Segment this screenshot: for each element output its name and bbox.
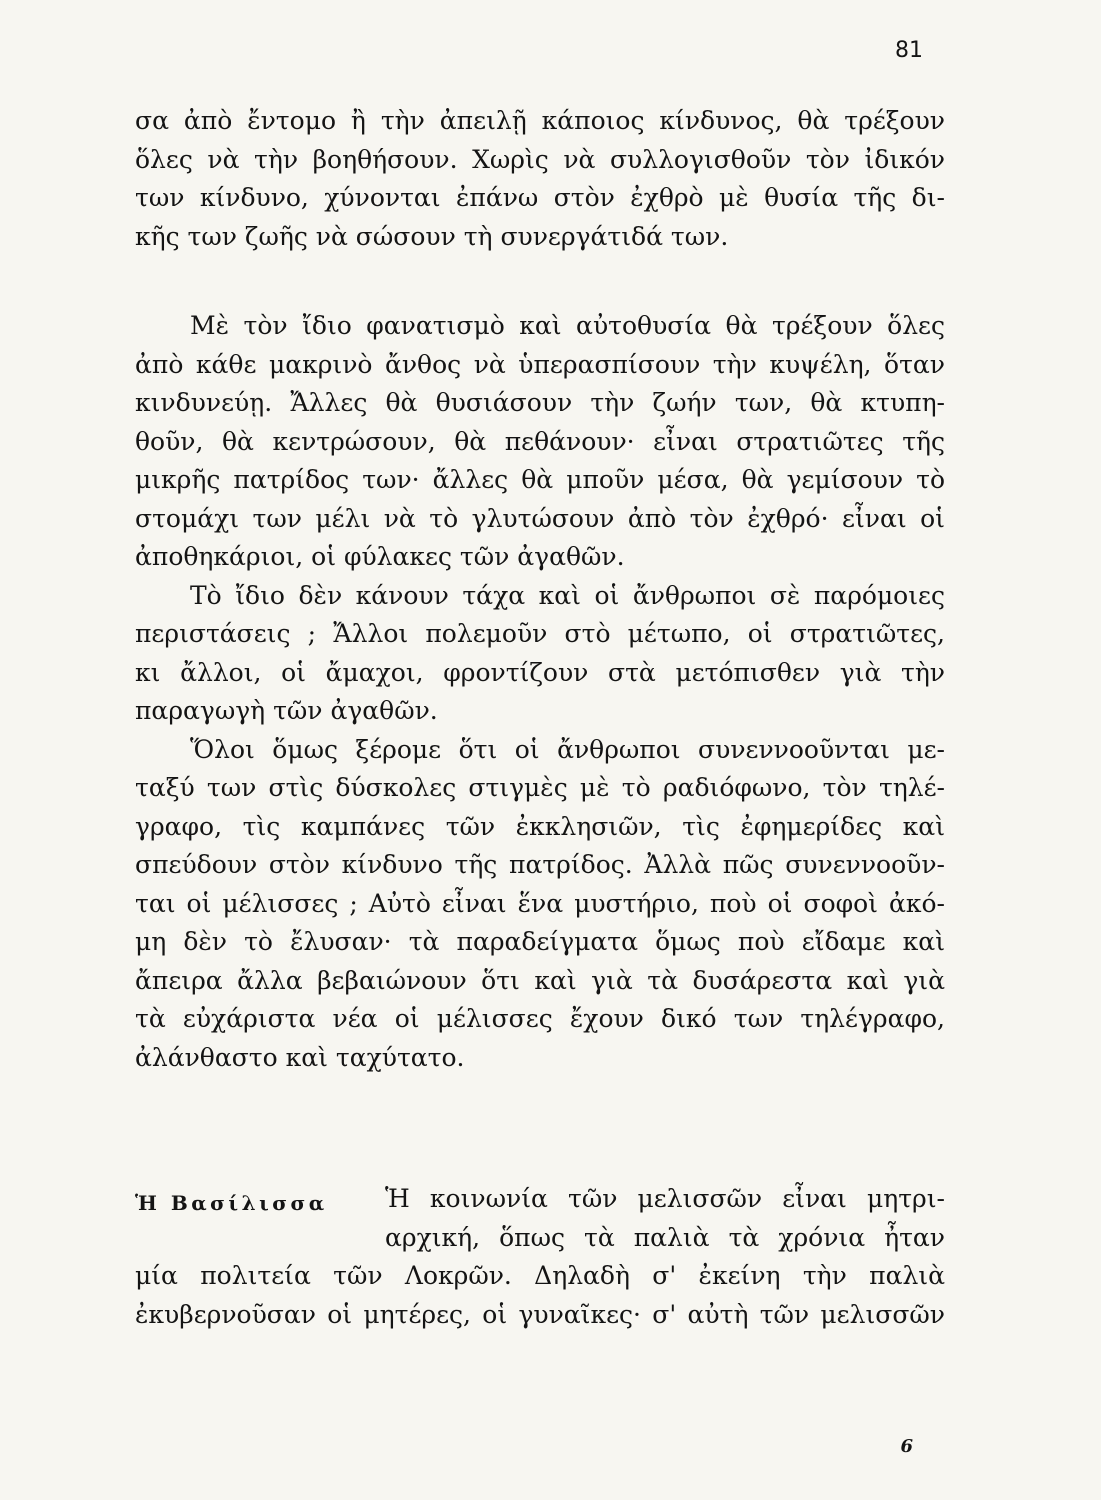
text-line: Τὸ ἴδιο δὲν κάνουν τάχα καὶ οἱ ἄνθρωποι σὲ παρόμοιες	[190, 580, 945, 610]
text-line: σπεύδουν στὸν κίνδυνο τῆς πατρίδος. Ἀλλὰ πῶς συνεννοοῦν-	[135, 850, 945, 879]
section-heading: Ἡ Βασίλισσα	[135, 1191, 328, 1215]
text-line: κῆς των ζωῆς νὰ σώσουν τὴ συνεργάτιδά των.	[135, 221, 729, 251]
text-line: περιστάσεις ; Ἄλλοι πολεμοῦν στὸ μέτωπο, οἱ στρατιῶτες,	[135, 619, 945, 648]
text-line: Μὲ τὸν ἴδιο φανατισμὸ καὶ αὐτοθυσία θὰ τρέξουν ὅλες	[190, 311, 945, 340]
text-line: ταξύ των στὶς δύσκολες στιγμὲς μὲ τὸ ραδιόφωνο, τὸν τηλέ-	[135, 773, 945, 802]
text-line: ἐκυβερνοῦσαν οἱ μητέρες, οἱ γυναῖκες· σ' αὐτὴ τῶν μελισσῶν	[135, 1299, 945, 1329]
paragraph-3	[135, 577, 945, 731]
text-line: κι ἄλλοι, οἱ ἄμαχοι, φροντίζουν στὰ μετόπισθεν γιὰ τὴν	[135, 657, 945, 687]
section-heading-row	[135, 1180, 945, 1219]
text-line: σα ἀπὸ ἔντομο ἢ τὴν ἀπειλῇ κάποιος κίνδυνος, θὰ τρέξουν	[135, 106, 945, 135]
text-line: ται οἱ μέλισσες ; Αὐτὸ εἶναι ἕνα μυστήριο, ποὺ οἱ σοφοὶ ἀκό-	[135, 888, 945, 918]
text-line: μία πολιτεία τῶν Λοκρῶν. Δηλαδὴ σ' ἐκείνη τὴν παλιὰ	[135, 1261, 945, 1290]
text-line: αρχική, ὅπως τὰ παλιὰ τὰ χρόνια ἦταν	[385, 1222, 945, 1252]
text-line: μη δὲν τὸ ἔλυσαν· τὰ παραδείγματα ὅμως ποὺ εἴδαμε καὶ	[135, 927, 945, 956]
text-line: θοῦν, θὰ κεντρώσουν, θὰ πεθάνουν· εἶναι στρατιῶτες τῆς	[135, 426, 945, 456]
text-line: στομάχι των μέλι νὰ τὸ γλυτώσουν ἀπὸ τὸν ἐχθρό· εἶναι οἱ	[135, 503, 945, 533]
section-queen	[135, 1180, 945, 1334]
text-line: μικρῆς πατρίδος των· ἄλλες θὰ μποῦν μέσα, θὰ γεμίσουν τὸ	[135, 465, 945, 494]
text-line: ἀλάνθαστο καὶ ταχύτατο.	[135, 1042, 465, 1072]
paragraph-4	[135, 731, 945, 1078]
text-line: ἄπειρα ἄλλα βεβαιώνουν ὅτι καὶ γιὰ τὰ δυσάρεστα καὶ γιὰ	[135, 965, 945, 995]
text-line: ὅλες νὰ τὴν βοηθήσουν. Χωρὶς νὰ συλλογισθοῦν τὸν ἰδικόν	[135, 144, 945, 174]
text-line: ἀπὸ κάθε μακρινὸ ἄνθος νὰ ὑπερασπίσουν τὴν κυψέλη, ὅταν	[135, 349, 945, 379]
text-line: Ὅλοι ὅμως ξέρομε ὅτι οἱ ἄνθρωποι συνεννοοῦνται με-	[190, 734, 945, 764]
text-line: παραγωγὴ τῶν ἀγαθῶν.	[135, 696, 438, 725]
body-text	[135, 307, 945, 1077]
printer-signature-mark: 6	[900, 1436, 913, 1457]
text-line: των κίνδυνο, χύνονται ἐπάνω στὸν ἐχθρὸ μὲ θυσία τῆς δι-	[135, 183, 945, 212]
text-line: ἀποθηκάριοι, οἱ φύλακες τῶν ἀγαθῶν.	[135, 542, 625, 571]
page-number: 81	[895, 38, 923, 63]
paragraph-1	[135, 102, 945, 256]
text-line: κινδυνεύῃ. Ἄλλες θὰ θυσιάσουν τὴν ζωήν των, θὰ κτυπη-	[135, 388, 945, 417]
paragraph-2	[135, 307, 945, 577]
text-line: γραφο, τὶς καμπάνες τῶν ἐκκλησιῶν, τὶς ἐφημερίδες καὶ	[135, 811, 945, 841]
text-line: Ἡ κοινωνία τῶν μελισσῶν εἶναι μητρι-	[385, 1184, 945, 1213]
text-line: τὰ εὐχάριστα νέα οἱ μέλισσες ἔχουν δικό των τηλέγραφο,	[135, 1004, 945, 1033]
